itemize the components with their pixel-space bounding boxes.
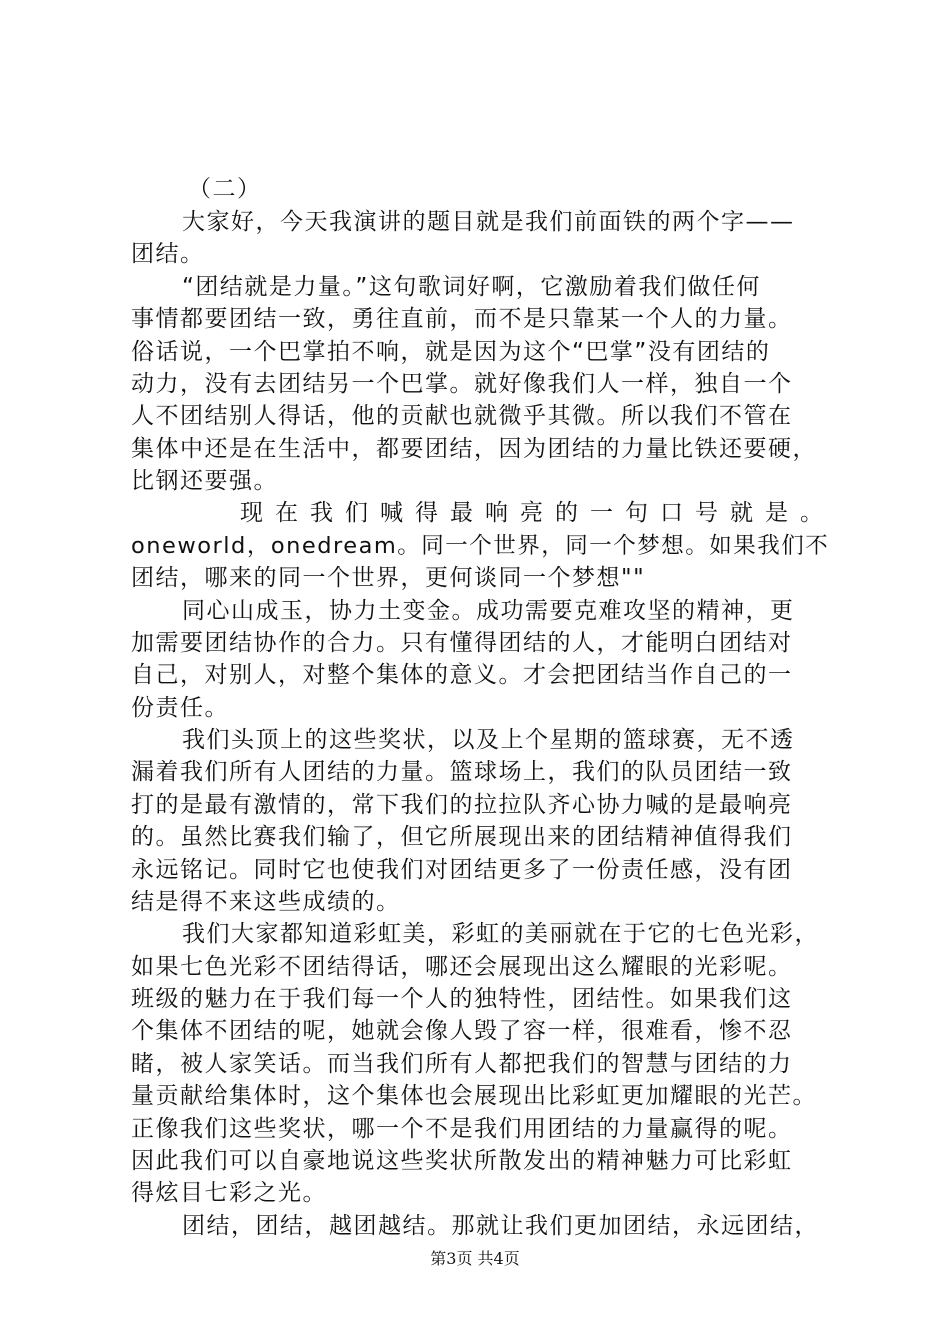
text-line: 我们头顶上的这些奖状，以及上个星期的篮球赛，无不透 xyxy=(182,727,795,753)
text-line: 正像我们这些奖状，哪一个不是我们用团结的力量赢得的呢。 xyxy=(131,1116,793,1142)
text-line: 自己，对别人，对整个集体的意义。才会把团结当作自己的一 xyxy=(131,662,793,688)
text-line: 因此我们可以自豪地说这些奖状所散发出的精神魅力可比彩虹 xyxy=(131,1148,793,1174)
text-line: 结是得不来这些成绩的。 xyxy=(131,889,401,915)
text-line: 团结，哪来的同一个世界，更何谈同一个梦想"" xyxy=(131,565,646,591)
text-line: 事情都要团结一致，勇往直前，而不是只靠某一个人的力量。 xyxy=(131,306,793,332)
text-line: 得炫目七彩之光。 xyxy=(131,1180,327,1206)
text-line: 人不团结别人得话，他的贡献也就微乎其微。所以我们不管在 xyxy=(131,403,793,429)
text-line: 漏着我们所有人团结的力量。篮球场上，我们的队员团结一致 xyxy=(131,759,793,785)
text-line: 的。虽然比赛我们输了，但它所展现出来的团结精神值得我们 xyxy=(131,824,793,850)
text-line: 加需要团结协作的合力。只有懂得团结的人，才能明白团结对 xyxy=(131,630,793,656)
text-line: 份责任。 xyxy=(131,695,229,721)
text-line: 大家好，今天我演讲的题目就是我们前面铁的两个字—— xyxy=(182,209,795,235)
text-line: 团结。 xyxy=(131,241,205,267)
text-line: 我们大家都知道彩虹美，彩虹的美丽就在于它的七色光彩， xyxy=(182,921,819,947)
page-number-footer: 第3页 共4页 xyxy=(430,1249,520,1268)
text-line: 同心山成玉，协力土变金。成功需要克难攻坚的精神，更 xyxy=(182,598,795,624)
section-heading: （二） xyxy=(188,176,262,202)
text-line: “团结就是力量。”这句歌词好啊，它激励着我们做任何 xyxy=(182,274,761,300)
text-line: 永远铭记。同时它也使我们对团结更多了一份责任感，没有团 xyxy=(131,857,793,883)
text-line: 动力，没有去团结另一个巴掌。就好像我们人一样，独自一个 xyxy=(131,371,793,397)
text-line: 集体中还是在生活中，都要团结，因为团结的力量比铁还要硬， xyxy=(131,436,817,462)
text-line: 量贡献给集体时，这个集体也会展现出比彩虹更加耀眼的光芒。 xyxy=(131,1083,817,1109)
text-line: 如果七色光彩不团结得话，哪还会展现出这么耀眼的光彩呢。 xyxy=(131,954,793,980)
text-line: 俗话说，一个巴掌拍不响，就是因为这个“巴掌”没有团结的 xyxy=(131,339,771,365)
text-line: 比钢还要强。 xyxy=(131,468,278,494)
text-line: 睹，被人家笑话。而当我们所有人都把我们的智慧与团结的力 xyxy=(131,1051,793,1077)
text-line: oneworld，onedream。同一个世界，同一个梦想。如果我们不 xyxy=(131,533,830,559)
text-line: 班级的魅力在于我们每一个人的独特性，团结性。如果我们这 xyxy=(131,986,793,1012)
text-line: 打的是最有激情的，常下我们的拉拉队齐心协力喊的是最响亮 xyxy=(131,792,793,818)
text-line: 个集体不团结的呢，她就会像人毁了容一样，很难看，惨不忍 xyxy=(131,1018,793,1044)
text-line: 团结，团结，越团越结。那就让我们更加团结，永远团结， xyxy=(182,1213,819,1239)
text-line: 现在我们喊得最响亮的一句口号就是。 xyxy=(240,500,835,526)
